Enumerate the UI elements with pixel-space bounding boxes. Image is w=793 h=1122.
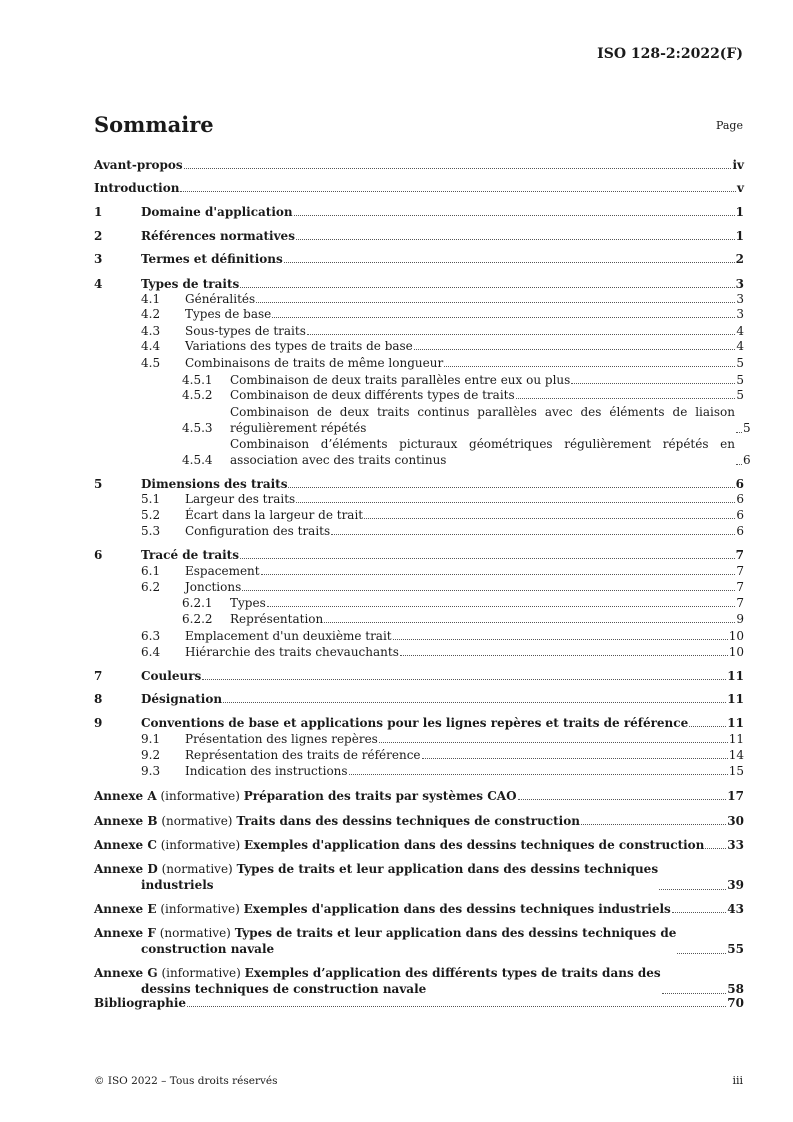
- toc-page-number: 6: [736, 508, 744, 522]
- toc-entry-title: Avant-propos: [94, 158, 183, 172]
- annex-title-cont: industriels: [141, 878, 214, 892]
- toc-entry-title: Introduction: [94, 181, 180, 195]
- toc-entry-number: 4: [94, 277, 103, 291]
- toc-entry[interactable]: [94, 595, 744, 611]
- toc-entry-title: [94, 925, 676, 957]
- toc-page-number: 10: [728, 645, 744, 659]
- dot-leader: [240, 287, 734, 288]
- dot-leader: [516, 398, 736, 399]
- toc-entry-number: 6: [94, 548, 103, 562]
- annex-title: Exemples d'application dans des dessins techniques industriels: [243, 902, 671, 916]
- dot-leader: [202, 679, 726, 680]
- toc-entry-title: Références normatives: [141, 229, 295, 243]
- toc-entry-number: 5: [94, 477, 103, 491]
- toc-entry-number: 5.1: [141, 492, 161, 506]
- dot-leader: [284, 262, 735, 263]
- toc-entry-number: 6.2.1: [182, 596, 213, 610]
- copyright-footer: © ISO 2022 – Tous droits réservés: [94, 1075, 278, 1087]
- toc-entry-title: Présentation des lignes repères: [185, 732, 378, 746]
- toc-page-number: 17: [727, 789, 744, 803]
- toc-entry-number: 4.5.1: [182, 373, 213, 387]
- toc-entry-title: Combinaison d’éléments picturaux géométriques régulièrement répétés en association avec des traits continus: [230, 437, 735, 467]
- toc-page-number: 5: [736, 373, 744, 387]
- annex-title-cont: construction navale: [141, 942, 275, 956]
- toc-entry-title: Combinaison de deux traits parallèles entre eux ou plus: [230, 373, 571, 387]
- toc-entry[interactable]: [94, 204, 744, 220]
- toc-page-number: 6: [735, 477, 744, 491]
- toc-page-number: 1: [735, 229, 744, 243]
- toc-entry-title: Termes et définitions: [141, 252, 283, 266]
- annex-kind: (informative): [160, 902, 240, 916]
- toc-entry[interactable]: [94, 747, 744, 763]
- toc-entry-title: Types: [230, 596, 266, 610]
- toc-entry-number: 2: [94, 229, 103, 243]
- toc-entry[interactable]: [94, 563, 744, 579]
- toc-entry[interactable]: [94, 901, 744, 917]
- dot-leader: [296, 239, 735, 240]
- toc-page-number: 5: [736, 356, 744, 370]
- toc-page-number: 9: [736, 612, 744, 626]
- toc-page-number: 5: [743, 421, 751, 435]
- document-id-header: ISO 128-2:2022(F): [597, 46, 743, 62]
- annex-prefix: Annexe B: [94, 814, 158, 828]
- toc-entry[interactable]: [94, 668, 744, 684]
- toc-entry[interactable]: [94, 644, 744, 660]
- toc-entry[interactable]: [94, 323, 744, 339]
- annex-prefix: Annexe D: [94, 862, 158, 876]
- toc-page-number: 11: [728, 732, 744, 746]
- dot-leader: [364, 518, 735, 519]
- dot-leader: [393, 639, 728, 640]
- toc-entry-title: Combinaison de deux traits continus parallèles avec des éléments de liaison régulièrement répétés: [230, 405, 735, 435]
- toc-entry-number: 6.3: [141, 629, 161, 643]
- toc-entry[interactable]: [94, 837, 744, 853]
- toc-entry-title: Types de base: [185, 307, 272, 321]
- toc-entry[interactable]: [94, 404, 751, 436]
- toc-entry[interactable]: [94, 372, 744, 388]
- toc-entry[interactable]: [94, 251, 744, 267]
- toc-entry-number: 4.4: [141, 339, 161, 353]
- annex-kind: (informative): [160, 789, 240, 803]
- toc-page-number: 55: [727, 942, 744, 956]
- toc-page-number: 70: [727, 996, 744, 1010]
- toc-entry-number: 6.1: [141, 564, 161, 578]
- toc-entry-title: Combinaisons de traits de même longueur: [185, 356, 444, 370]
- annex-kind: (informative): [161, 966, 241, 980]
- toc-entry-title: Représentation des traits de référence: [185, 748, 421, 762]
- annex-title-cont: dessins techniques de construction navale: [141, 982, 427, 996]
- toc-entry[interactable]: [94, 788, 744, 804]
- toc-entry[interactable]: [94, 276, 744, 292]
- toc-entry-number: 8: [94, 692, 103, 706]
- toc-entry-number: 3: [94, 252, 103, 266]
- toc-entry-number: 9.1: [141, 732, 161, 746]
- toc-page-number: 14: [728, 748, 744, 762]
- toc-entry-title: Espacement: [185, 564, 260, 578]
- dot-leader: [288, 487, 734, 488]
- toc-entry-title: Tracé de traits: [141, 548, 239, 562]
- annex-title: Traits dans des dessins techniques de construction: [236, 814, 580, 828]
- toc-entry-title: [94, 813, 580, 829]
- dot-leader: [571, 383, 735, 384]
- toc-page-number: 6: [736, 492, 744, 506]
- toc-entry-title: Couleurs: [141, 669, 202, 683]
- dot-leader: [223, 702, 726, 703]
- toc-entry-title: Dimensions des traits: [141, 477, 288, 491]
- toc-page-number: 11: [727, 716, 744, 730]
- toc-page-number: 39: [727, 878, 744, 892]
- toc-entry-number: 1: [94, 205, 103, 219]
- dot-leader: [324, 622, 735, 623]
- toc-entry-title: Configuration des traits: [185, 524, 331, 538]
- toc-page-number: 6: [736, 524, 744, 538]
- toc-page-number: 7: [736, 580, 744, 594]
- toc-page-number: 10: [728, 629, 744, 643]
- toc-page-number: 33: [727, 838, 744, 852]
- toc-entry[interactable]: [94, 180, 744, 196]
- toc-page-number: 7: [736, 596, 744, 610]
- toc-entry-title: Bibliographie: [94, 996, 187, 1010]
- annex-prefix: Annexe C: [94, 838, 157, 852]
- toc-entry-title: Conventions de base et applications pour les lignes repères et traits de référence: [141, 716, 689, 730]
- dot-leader: [180, 191, 736, 192]
- dot-leader: [331, 534, 735, 535]
- annex-prefix: Annexe F: [94, 926, 156, 940]
- toc-entry-number: 4.1: [141, 292, 161, 306]
- annex-kind: (normative): [161, 862, 233, 876]
- toc-entry-title: Jonctions: [185, 580, 242, 594]
- toc-entry-title: Variations des types de traits de base: [185, 339, 413, 353]
- annex-kind: (normative): [159, 926, 231, 940]
- annex-title: Exemples d'application dans des dessins techniques de construction: [243, 838, 705, 852]
- toc-entry[interactable]: [94, 157, 744, 173]
- toc-entry[interactable]: [94, 965, 744, 997]
- toc-entry-title: Désignation: [141, 692, 223, 706]
- toc-page-number: v: [737, 181, 744, 195]
- toc-entry-title: Sous-types de traits: [185, 324, 306, 338]
- annex-title: Types de traits et leur application dans des dessins techniques de: [234, 926, 677, 940]
- toc-page-number: 4: [736, 324, 744, 338]
- toc-entry[interactable]: [94, 861, 744, 893]
- dot-leader: [307, 334, 735, 335]
- toc-entry[interactable]: [94, 813, 744, 829]
- dot-leader: [272, 317, 735, 318]
- toc-entry[interactable]: [94, 491, 744, 507]
- toc-entry[interactable]: [94, 306, 744, 322]
- dot-leader: [518, 799, 727, 800]
- toc-page-number: 6: [743, 453, 751, 467]
- toc-entry[interactable]: [94, 523, 744, 539]
- toc-page-number: 58: [727, 982, 744, 996]
- toc-entry[interactable]: [94, 291, 744, 307]
- toc-entry-title: [94, 965, 661, 997]
- dot-leader: [240, 558, 735, 559]
- toc-entry-title: Types de traits: [141, 277, 240, 291]
- toc-entry-number: 4.2: [141, 307, 161, 321]
- dot-leader: [672, 912, 727, 913]
- dot-leader: [444, 366, 735, 367]
- annex-kind: (normative): [161, 814, 233, 828]
- toc-entry-number: 5.3: [141, 524, 161, 538]
- toc-entry[interactable]: [94, 715, 744, 731]
- toc-entry[interactable]: [94, 355, 744, 371]
- dot-leader: [256, 302, 735, 303]
- toc-entry-title: Emplacement d'un deuxième trait: [185, 629, 392, 643]
- dot-leader: [187, 1006, 726, 1007]
- toc-entry[interactable]: [94, 925, 744, 957]
- annex-prefix: Annexe E: [94, 902, 157, 916]
- toc-entry-number: 4.5: [141, 356, 161, 370]
- toc-page-number: 3: [735, 277, 744, 291]
- page-title: Sommaire: [94, 112, 214, 137]
- toc-entry[interactable]: [94, 338, 744, 354]
- toc-entry-title: Hiérarchie des traits chevauchants: [185, 645, 399, 659]
- toc-entry[interactable]: [94, 507, 744, 523]
- toc-page-number: 5: [736, 388, 744, 402]
- toc-page-number: 11: [727, 669, 744, 683]
- toc-entry-number: 9.2: [141, 748, 161, 762]
- dot-leader: [689, 726, 726, 727]
- dot-leader: [400, 655, 728, 656]
- dot-leader: [736, 432, 742, 433]
- toc-entry[interactable]: [94, 436, 751, 468]
- page-number-footer: iii: [732, 1074, 743, 1087]
- toc-page-number: 1: [735, 205, 744, 219]
- toc-entry-number: 7: [94, 669, 103, 683]
- toc-entry-title: [94, 861, 658, 893]
- toc-entry-title: Domaine d'application: [141, 205, 293, 219]
- dot-leader: [705, 848, 726, 849]
- dot-leader: [379, 742, 728, 743]
- toc-entry[interactable]: [94, 387, 744, 403]
- dot-leader: [414, 349, 736, 350]
- toc-entry-title: Représentation: [230, 612, 324, 626]
- toc-page-number: 2: [735, 252, 744, 266]
- toc-entry-title: [94, 901, 671, 917]
- toc-entry[interactable]: [94, 691, 744, 707]
- toc-entry-number: 4.5.4: [182, 453, 213, 467]
- toc-entry-number: 9: [94, 716, 103, 730]
- toc-page-number: 3: [736, 292, 744, 306]
- dot-leader: [736, 464, 742, 465]
- toc-entry-title: [94, 837, 704, 853]
- dot-leader: [261, 574, 736, 575]
- toc-page-number: 7: [736, 564, 744, 578]
- toc-page-number: 15: [728, 764, 744, 778]
- toc-entry-number: 6.2.2: [182, 612, 213, 626]
- toc-entry-title: Combinaison de deux différents types de traits: [230, 388, 515, 402]
- toc-entry[interactable]: [94, 611, 744, 627]
- toc-entry-number: 4.5.3: [182, 421, 213, 435]
- dot-leader: [677, 953, 726, 954]
- toc-entry[interactable]: [94, 628, 744, 644]
- toc-entry[interactable]: [94, 547, 744, 563]
- dot-leader: [349, 774, 728, 775]
- toc-entry[interactable]: [94, 763, 744, 779]
- toc-entry-number: 6.2: [141, 580, 161, 594]
- dot-leader: [422, 758, 728, 759]
- page-column-label: Page: [715, 119, 743, 132]
- toc-entry[interactable]: [94, 995, 744, 1011]
- dot-leader: [184, 168, 732, 169]
- toc-entry[interactable]: [94, 731, 744, 747]
- toc-entry-number: 9.3: [141, 764, 161, 778]
- dot-leader: [296, 502, 735, 503]
- dot-leader: [659, 889, 726, 890]
- toc-page-number: 30: [727, 814, 744, 828]
- toc-entry-title: Généralités: [185, 292, 256, 306]
- toc-entry-number: 4.3: [141, 324, 161, 338]
- dot-leader: [294, 215, 735, 216]
- dot-leader: [267, 606, 736, 607]
- toc-page-number: 7: [735, 548, 744, 562]
- annex-prefix: Annexe A: [94, 789, 157, 803]
- toc-entry-number: 4.5.2: [182, 388, 213, 402]
- toc-page-number: 11: [727, 692, 744, 706]
- dot-leader: [662, 993, 727, 994]
- toc-entry-number: 5.2: [141, 508, 161, 522]
- toc-page-number: 3: [736, 307, 744, 321]
- toc-entry-title: Largeur des traits: [185, 492, 296, 506]
- annex-kind: (informative): [160, 838, 241, 852]
- toc-entry-title: [94, 788, 517, 804]
- dot-leader: [581, 824, 726, 825]
- toc-entry-number: 6.4: [141, 645, 161, 659]
- dot-leader: [242, 590, 735, 591]
- toc-page-number: iv: [732, 158, 744, 172]
- annex-title: Préparation des traits par systèmes CAO: [243, 789, 517, 803]
- toc-entry-title: Écart dans la largeur de trait: [185, 508, 364, 522]
- toc-entry[interactable]: [94, 579, 744, 595]
- annex-title: Exemples d’application des différents types de traits dans des: [244, 966, 661, 980]
- toc-entry[interactable]: [94, 476, 744, 492]
- annex-title: Types de traits et leur application dans des dessins techniques: [236, 862, 659, 876]
- toc-entry[interactable]: [94, 228, 744, 244]
- annex-prefix: Annexe G: [94, 966, 158, 980]
- toc-page-number: 43: [727, 902, 744, 916]
- toc-entry-title: Indication des instructions: [185, 764, 348, 778]
- toc-page-number: 4: [736, 339, 744, 353]
